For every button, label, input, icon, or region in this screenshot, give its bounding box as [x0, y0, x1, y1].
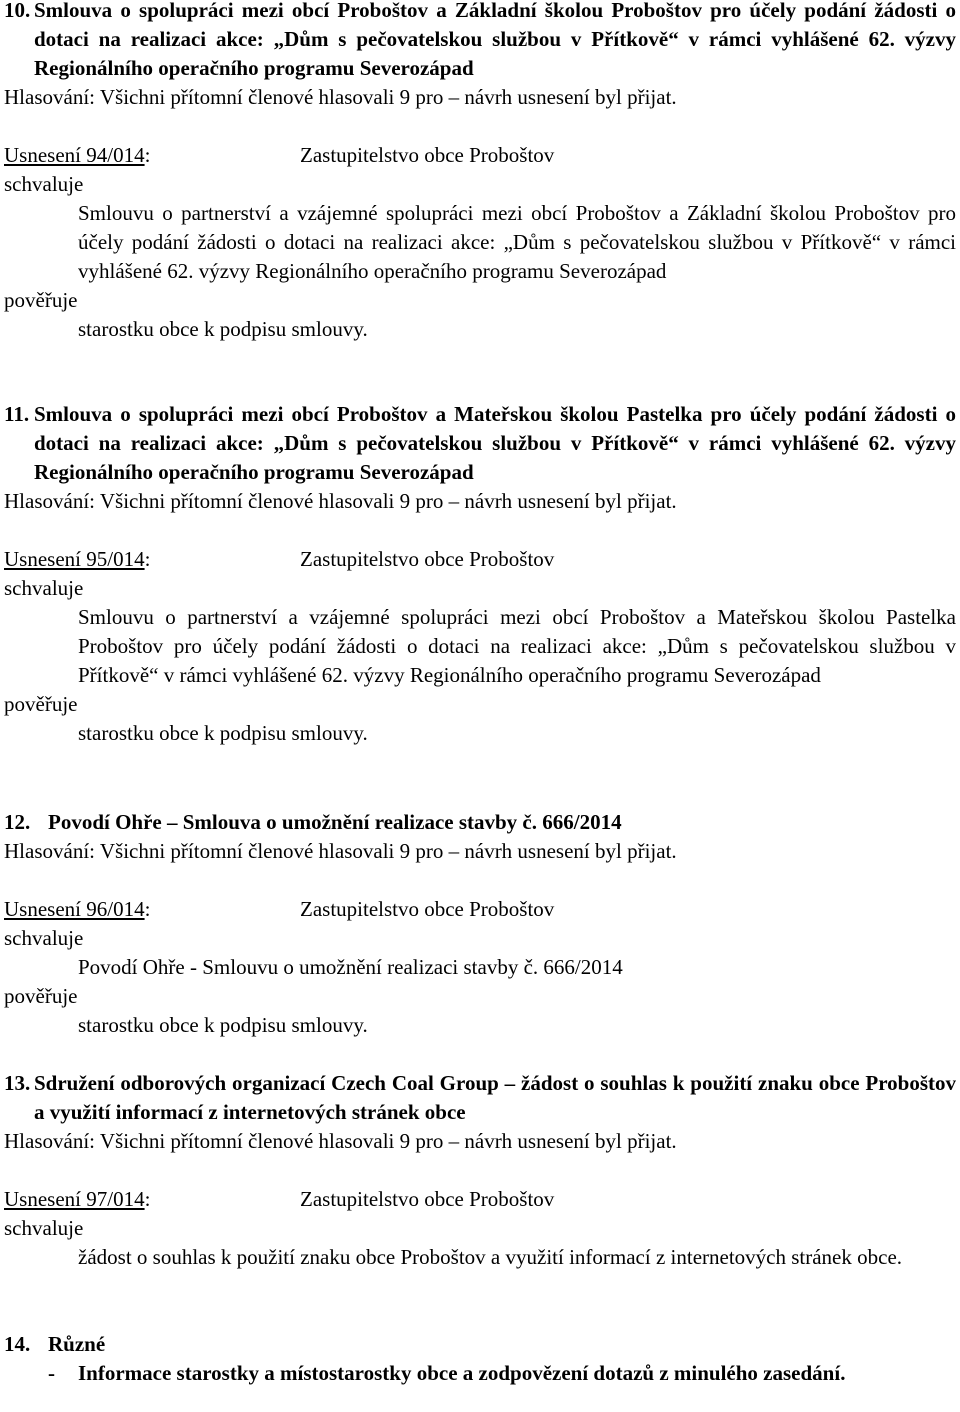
section-heading	[4, 1330, 956, 1359]
resolution-number: Usnesení 94/014:	[4, 143, 151, 167]
section-title: Smlouva o spolupráci mezi obcí Proboštov a Mateřskou školou Pastelka pro účely podání žádosti o dotaci na realizaci akce: „Dům s pečovatelskou službou v Přítkově“ v rámci vyhlášené 62. výzvy Regionálního operačního programu Severozápad	[34, 402, 956, 484]
verb-authorizes: pověřuje	[4, 288, 78, 312]
approved-item: žádost o souhlas k použití znaku obce Proboštov a využití informací z internetových stránek obce.	[78, 1245, 903, 1269]
bullet-text: Informace starostky a místostarostky obce a zodpovězení dotazů z minulého zasedání.	[78, 1361, 846, 1385]
resolution-header	[4, 895, 956, 924]
approved-item: Smlouvu o partnerství a vzájemné spolupráci mezi obcí Proboštov a Mateřskou školou Pastelka Proboštov pro účely podání žádosti o dotaci na realizaci akce: „Dům s pečovatelskou službou v Přítkově“ v rámci vyhlášené 62. výzvy Regionálního operačního programu Severozápad	[78, 605, 956, 687]
vote-result: Hlasování: Všichni přítomní členové hlasovali 9 pro – návrh usnesení byl přijat.	[4, 1129, 677, 1153]
vote-result: Hlasování: Všichni přítomní členové hlasovali 9 pro – návrh usnesení byl přijat.	[4, 839, 677, 863]
vote-result: Hlasování: Všichni přítomní členové hlasovali 9 pro – návrh usnesení byl přijat.	[4, 85, 677, 109]
verb-approves: schvaluje	[4, 926, 84, 950]
section-title: Smlouva o spolupráci mezi obcí Proboštov a Základní školou Proboštov pro účely podání žádosti o dotaci na realizaci akce: „Dům s pečovatelskou službou v Přítkově“ v rámci vyhlášené 62. výzvy Regionálního operačního programu Severozápad	[34, 0, 956, 80]
section-10	[4, 0, 956, 344]
section-title: Povodí Ohře – Smlouva o umožnění realizace stavby č. 666/2014	[48, 810, 622, 834]
verb-approves: schvaluje	[4, 576, 84, 600]
section-title: Různé	[48, 1332, 106, 1356]
bullet-item	[48, 1359, 956, 1388]
verb-authorizes: pověřuje	[4, 984, 78, 1008]
resolution-body: Zastupitelstvo obce Proboštov	[300, 1187, 555, 1211]
section-number: 12.	[4, 810, 31, 834]
verb-authorizes: pověřuje	[4, 692, 78, 716]
resolution-number: Usnesení 96/014:	[4, 897, 151, 921]
section-heading	[4, 1069, 956, 1127]
resolution-body: Zastupitelstvo obce Proboštov	[300, 143, 555, 167]
section-13	[4, 1069, 956, 1272]
resolution-body: Zastupitelstvo obce Proboštov	[300, 547, 555, 571]
section-heading	[4, 808, 956, 837]
section-14	[4, 1330, 956, 1388]
section-number: 13.	[4, 1071, 31, 1095]
section-title: Sdružení odborových organizací Czech Coal Group – žádost o souhlas k použití znaku obce Proboštov a využití informací z internetových stránek obce	[34, 1071, 956, 1124]
section-12	[4, 808, 956, 1040]
vote-result: Hlasování: Všichni přítomní členové hlasovali 9 pro – návrh usnesení byl přijat.	[4, 489, 677, 513]
section-heading	[4, 0, 956, 83]
section-number: 14.	[4, 1332, 31, 1356]
approved-item: Povodí Ohře - Smlouvu o umožnění realizaci stavby č. 666/2014	[78, 955, 623, 979]
authorized-item: starostku obce k podpisu smlouvy.	[78, 1013, 368, 1037]
section-number: 11.	[4, 402, 30, 426]
section-heading	[4, 400, 956, 487]
dash-marker: -	[48, 1361, 55, 1385]
resolution-number: Usnesení 95/014:	[4, 547, 151, 571]
verb-approves: schvaluje	[4, 1216, 84, 1240]
resolution-header	[4, 1185, 956, 1214]
resolution-header	[4, 545, 956, 574]
resolution-body: Zastupitelstvo obce Proboštov	[300, 897, 555, 921]
resolution-header	[4, 141, 956, 170]
verb-approves: schvaluje	[4, 172, 84, 196]
approved-item: Smlouvu o partnerství a vzájemné spolupráci mezi obcí Proboštov a Základní školou Proboštov pro účely podání žádosti o dotaci na realizaci akce: „Dům s pečovatelskou službou v Přítkově“ v rámci vyhlášené 62. výzvy Regionálního operačního programu Severozápad	[78, 201, 956, 283]
resolution-number: Usnesení 97/014:	[4, 1187, 151, 1211]
authorized-item: starostku obce k podpisu smlouvy.	[78, 721, 368, 745]
section-number: 10.	[4, 0, 31, 22]
section-11	[4, 400, 956, 748]
authorized-item: starostku obce k podpisu smlouvy.	[78, 317, 368, 341]
